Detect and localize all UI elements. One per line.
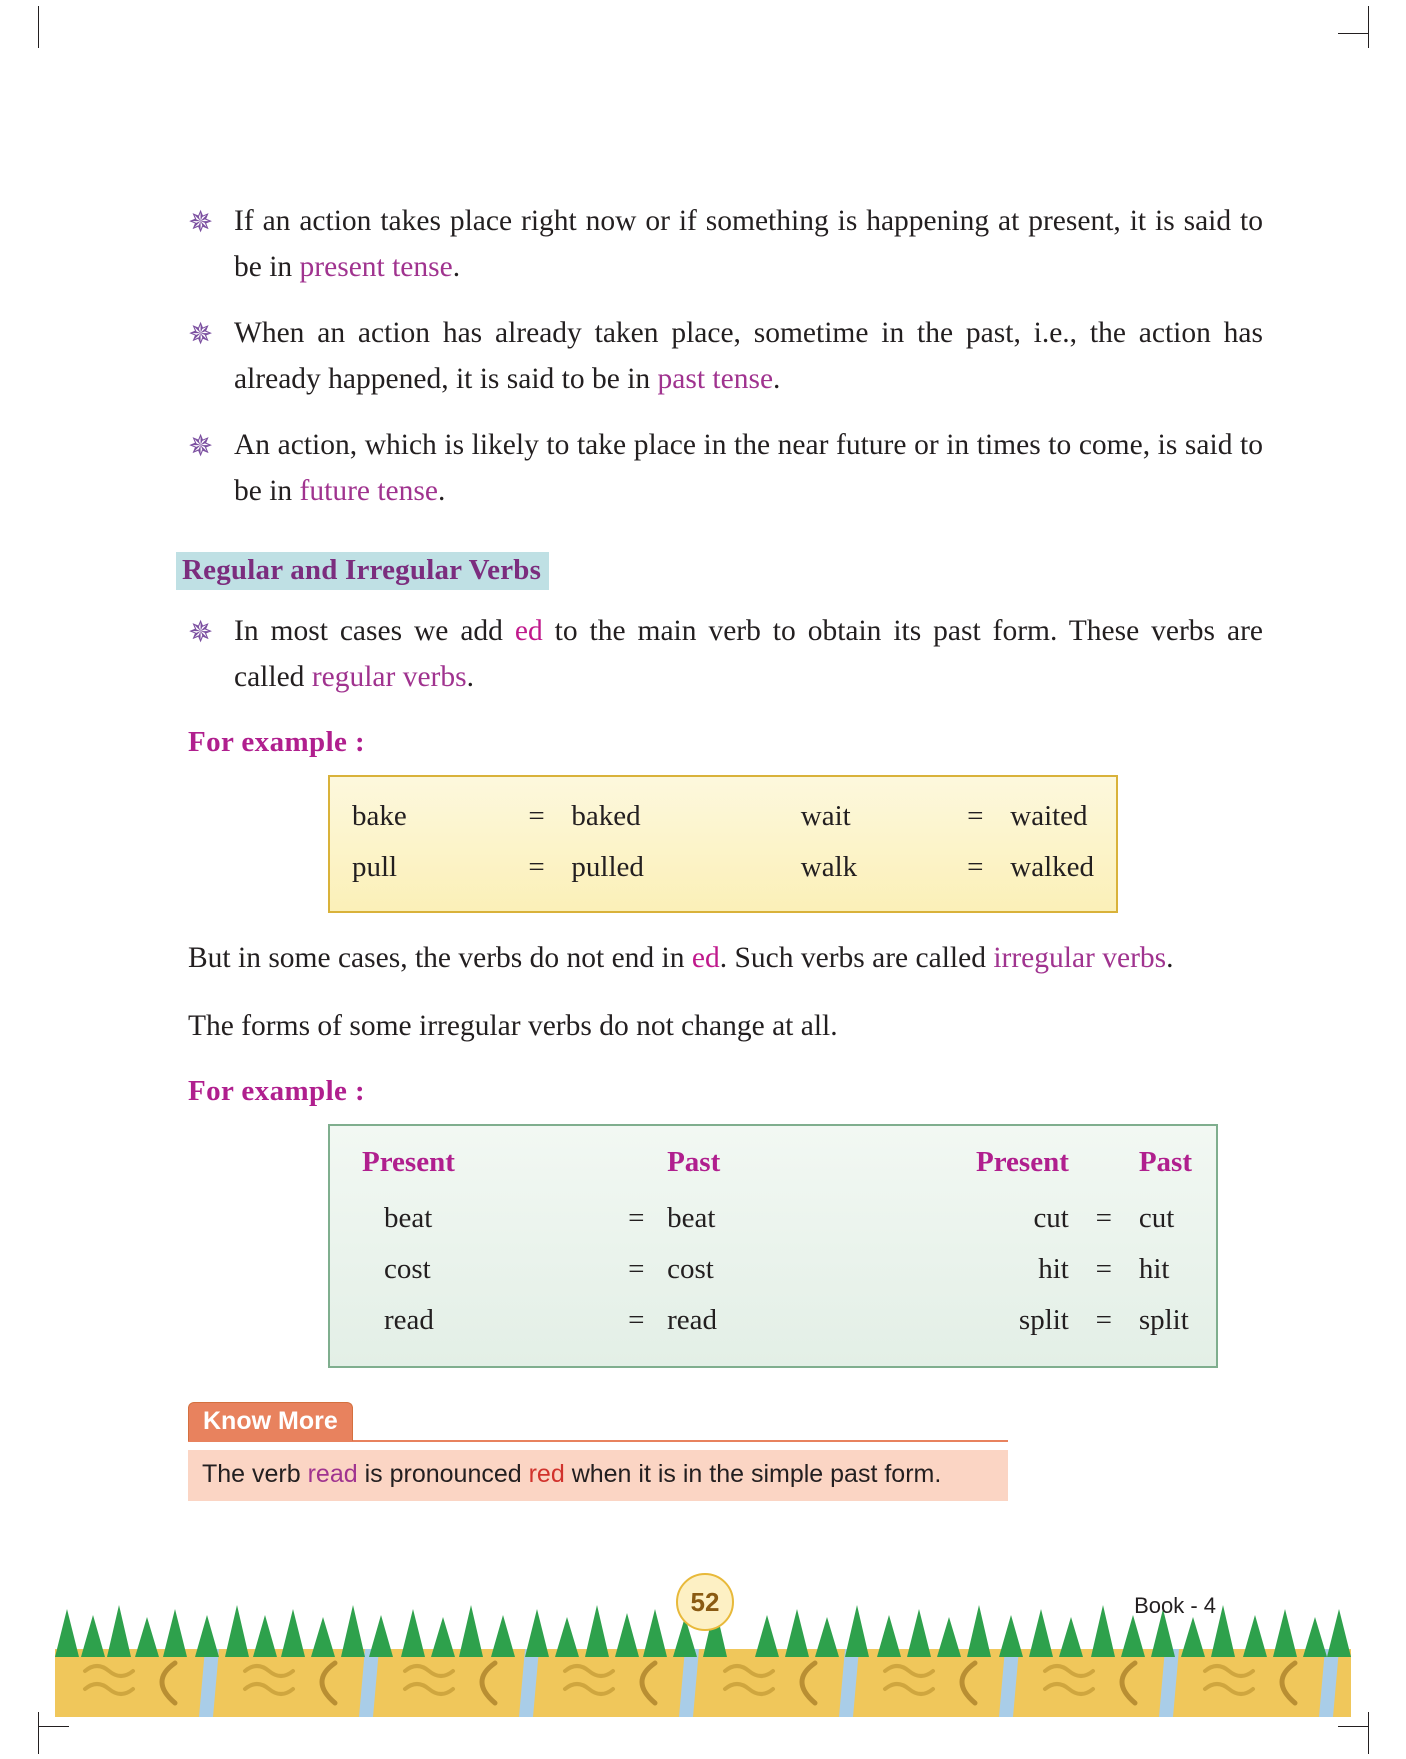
cell-equals-1: = <box>528 851 545 883</box>
bullet-text-part-end: . <box>452 251 461 283</box>
cell-equals-1: = <box>628 1253 645 1285</box>
paragraph-irregular-intro <box>188 935 1263 981</box>
irregular-verbs-table-box <box>328 1124 1218 1368</box>
cell-past-1: read <box>667 1304 717 1336</box>
paragraph-part: But in some cases, the verbs do not end in <box>188 942 692 974</box>
paragraph-part-end: . <box>1166 942 1174 974</box>
book-label: Book - 4 <box>1134 1593 1216 1618</box>
know-more-callout <box>188 1402 1263 1501</box>
column-header-spacer-2 <box>1069 1140 1139 1193</box>
know-more-body <box>188 1450 1008 1501</box>
regular-verbs-table-box <box>328 775 1118 913</box>
table-row <box>354 1295 1192 1346</box>
cell-present-2: wait <box>800 800 851 832</box>
table-row <box>352 791 1094 842</box>
bullet-text <box>234 422 1263 514</box>
page-number: 52 <box>676 1573 734 1631</box>
ground-band <box>55 1649 1351 1717</box>
cell-past-2: cut <box>1138 1202 1175 1234</box>
cell-past-2: hit <box>1138 1253 1170 1285</box>
column-header-spacer-1 <box>606 1140 667 1193</box>
keyword-future-tense: future tense <box>299 475 438 507</box>
bullet-text-part: If an action takes place right now or if something is happening at present, it is said to be in <box>234 205 1263 283</box>
bullet-text-part-mid: to the main verb to obtain its past form. These verbs are called <box>234 615 1263 693</box>
sparkle-icon: ✵ <box>188 206 214 239</box>
bullet-text-part-end: . <box>466 661 474 693</box>
ground-pattern-icon <box>55 1649 1351 1717</box>
cell-past-1: beat <box>667 1202 716 1234</box>
page-content <box>182 198 1263 1501</box>
cell-equals-2: = <box>1095 1202 1113 1234</box>
cell-equals-2: = <box>967 800 984 832</box>
table-row <box>354 1193 1192 1244</box>
for-example-label-2: For example : <box>188 1075 366 1107</box>
column-header-past-1: Past <box>667 1146 721 1178</box>
cell-present-2: walk <box>800 851 858 883</box>
bullet-text-part: When an action has already taken place, sometime in the past, i.e., the action has already happened, it is said to be in <box>234 317 1263 395</box>
bullet-item-regular-verbs <box>188 608 1263 700</box>
know-more-tab-label: Know More <box>188 1402 353 1441</box>
cell-past-2: walked <box>1010 851 1094 883</box>
cell-equals-1: = <box>628 1202 645 1234</box>
bullet-text <box>234 608 1263 700</box>
cell-past-2: split <box>1138 1304 1189 1336</box>
know-more-part-mid: is pronounced <box>357 1460 529 1488</box>
column-header-past-2: Past <box>1138 1146 1192 1178</box>
bullet-text-part: In most cases we add <box>234 615 515 647</box>
bullet-text-part-end: . <box>773 363 781 395</box>
bullet-text <box>234 198 1263 290</box>
know-more-part-end: when it is in the simple past form. <box>564 1460 942 1488</box>
sparkle-icon: ✵ <box>188 616 214 649</box>
column-header-present-2: Present <box>975 1146 1069 1178</box>
keyword-regular-verbs: regular verbs <box>311 661 467 693</box>
cell-past-2: waited <box>1010 800 1088 832</box>
keyword-irregular-verbs: irregular verbs <box>993 942 1167 974</box>
table-row <box>354 1244 1192 1295</box>
sparkle-icon: ✵ <box>188 318 214 351</box>
cell-present-2: hit <box>1038 1253 1069 1285</box>
for-example-label-1: For example : <box>188 726 366 758</box>
keyword-read: read <box>307 1460 358 1488</box>
page-footer-decoration <box>0 1586 1406 1717</box>
cell-equals-2: = <box>1095 1304 1113 1336</box>
bullet-item-future-tense <box>188 422 1263 514</box>
bullet-item-past-tense <box>188 310 1263 402</box>
bullet-text <box>234 310 1263 402</box>
table-header-row <box>354 1140 1192 1193</box>
cell-equals-2: = <box>967 851 984 883</box>
know-more-part: The verb <box>202 1460 308 1488</box>
cell-present-1: cost <box>384 1253 431 1285</box>
cell-present-1: bake <box>352 800 407 832</box>
cell-present-2: cut <box>1033 1202 1069 1234</box>
bullet-text-part-end: . <box>437 475 446 507</box>
keyword-red: red <box>528 1460 565 1488</box>
paragraph-part-mid: . Such verbs are called <box>719 942 994 974</box>
cell-present-1: pull <box>352 851 398 883</box>
irregular-verbs-table <box>354 1140 1192 1346</box>
cell-equals-1: = <box>528 800 545 832</box>
cell-present-2: split <box>1018 1304 1069 1336</box>
section-heading: Regular and Irregular Verbs <box>176 552 549 590</box>
column-header-present-1: Present <box>362 1146 455 1178</box>
keyword-present-tense: present tense <box>299 251 453 283</box>
cell-equals-1: = <box>628 1304 645 1336</box>
cell-present-1: beat <box>384 1202 433 1234</box>
bullet-item-present-tense <box>188 198 1263 290</box>
table-row <box>352 842 1094 893</box>
cell-past-1: pulled <box>571 851 644 883</box>
regular-verbs-table <box>352 791 1094 893</box>
paragraph-no-change: The forms of some irregular verbs do not change at all. <box>188 1010 838 1042</box>
cell-past-1: baked <box>571 800 641 832</box>
cell-equals-2: = <box>1095 1253 1113 1285</box>
sparkle-icon: ✵ <box>188 430 214 463</box>
keyword-ed: ed <box>691 942 720 974</box>
cell-present-1: read <box>384 1304 434 1336</box>
bullet-text-part: An action, which is likely to take place in the near future or in times to come, is said to be in <box>234 429 1263 507</box>
keyword-past-tense: past tense <box>657 363 774 395</box>
cell-past-1: cost <box>667 1253 714 1285</box>
keyword-ed: ed <box>514 615 543 647</box>
